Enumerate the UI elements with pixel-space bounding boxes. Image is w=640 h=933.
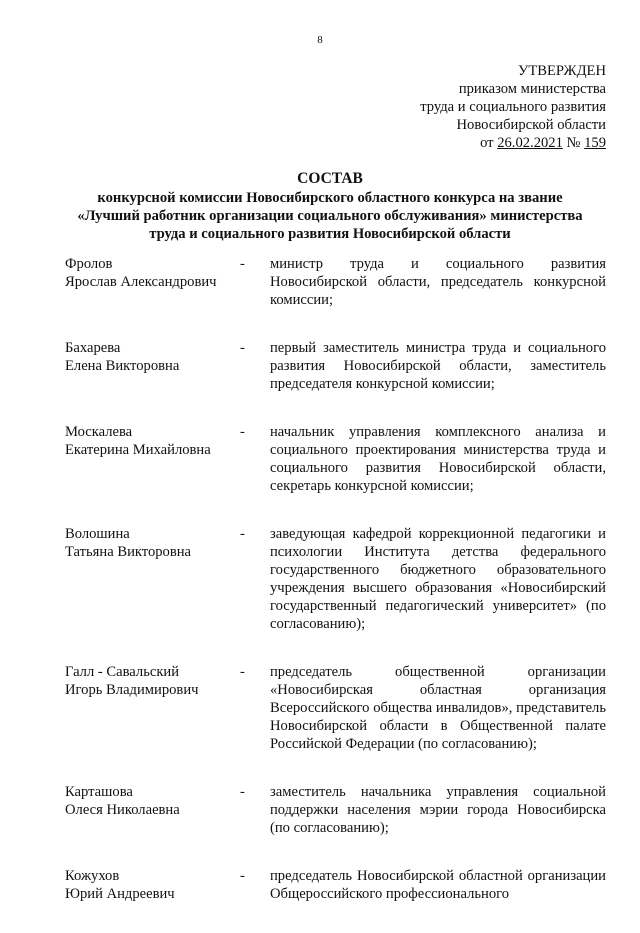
number-sign: №: [562, 135, 585, 151]
member-name: [65, 783, 240, 837]
member-given-names: Олеся Николаевна: [65, 802, 180, 818]
member-given-names: Игорь Владимирович: [65, 682, 199, 698]
member-given-names: Елена Викторовна: [65, 358, 180, 374]
member-surname: Фролов: [65, 256, 113, 272]
approval-date: 26.02.2021: [497, 135, 563, 151]
member-name: [65, 525, 240, 633]
heading-line-3: труда и социального развития Новосибирской области: [149, 226, 511, 242]
page-number: 8: [317, 34, 323, 46]
approval-date-line: [346, 134, 606, 152]
approval-line-order: приказом министерства: [458, 81, 606, 97]
member-role: министр труда и социального развития Новосибирской области, председатель конкурсной комиссии;: [270, 256, 606, 308]
date-prefix: от: [480, 135, 498, 151]
approval-number: 159: [584, 135, 606, 151]
member-dash: -: [240, 256, 245, 272]
member-dash: -: [240, 526, 245, 542]
document-title: СОСТАВ: [297, 170, 363, 187]
member-dash: -: [240, 424, 245, 440]
member-surname: Бахарева: [65, 340, 121, 356]
member-surname: Волошина: [65, 526, 130, 542]
member-name: [65, 255, 240, 309]
member-dash: -: [240, 340, 245, 356]
member-name: [65, 663, 240, 753]
member-name: [65, 867, 240, 903]
member-surname: Москалева: [65, 424, 133, 440]
member-entry: [65, 783, 606, 837]
member-entry: [65, 663, 606, 753]
member-name: [65, 423, 240, 495]
document-heading: [60, 170, 600, 243]
members-list: [65, 255, 606, 933]
member-given-names: Екатерина Михайловна: [65, 442, 211, 458]
member-surname: Карташова: [65, 784, 133, 800]
approval-block: [346, 62, 606, 152]
heading-line-1: конкурсной комиссии Новосибирского областного конкурса на звание: [97, 190, 563, 206]
approval-line-ministry: труда и социального развития: [420, 99, 606, 115]
member-dash: -: [240, 664, 245, 680]
member-name: [65, 339, 240, 393]
member-entry: [65, 525, 606, 633]
member-role: начальник управления комплексного анализа и социального проектирования министерства труда и социального развития Новосибирской области, секретарь конкурсной комиссии;: [270, 424, 606, 494]
approval-line-region: Новосибирской области: [456, 117, 606, 133]
member-surname: Галл - Савальский: [65, 664, 180, 680]
member-entry: [65, 339, 606, 393]
member-given-names: Татьяна Викторовна: [65, 544, 192, 560]
member-role: председатель общественной организации «Новосибирская областная организация Всероссийского общества инвалидов», представитель Новосибирской области в Общественной палате Российской Федерации (по согласованию);: [270, 664, 606, 752]
member-entry: [65, 255, 606, 309]
member-role: заместитель начальника управления социальной поддержки населения мэрии города Новосибирска (по согласованию);: [270, 784, 606, 836]
member-given-names: Юрий Андреевич: [65, 886, 175, 902]
member-role: первый заместитель министра труда и социального развития Новосибирской области, заместитель председателя конкурсной комиссии;: [270, 340, 606, 392]
member-given-names: Ярослав Александрович: [65, 274, 217, 290]
member-surname: Кожухов: [65, 868, 120, 884]
member-role: председатель Новосибирской областной организации Общероссийского профессионального: [270, 868, 606, 902]
member-dash: -: [240, 868, 245, 884]
member-role: заведующая кафедрой коррекционной педагогики и психологии Института детства федерального государственного бюджетного образовательного учреждения высшего образования «Новосибирский государственный педагогический университет» (по согласованию);: [270, 526, 606, 632]
member-dash: -: [240, 784, 245, 800]
member-entry: [65, 423, 606, 495]
heading-line-2: «Лучший работник организации социального обслуживания» министерства: [77, 208, 583, 224]
approval-line-approved: УТВЕРЖДЕН: [518, 63, 606, 79]
member-entry: [65, 867, 606, 903]
